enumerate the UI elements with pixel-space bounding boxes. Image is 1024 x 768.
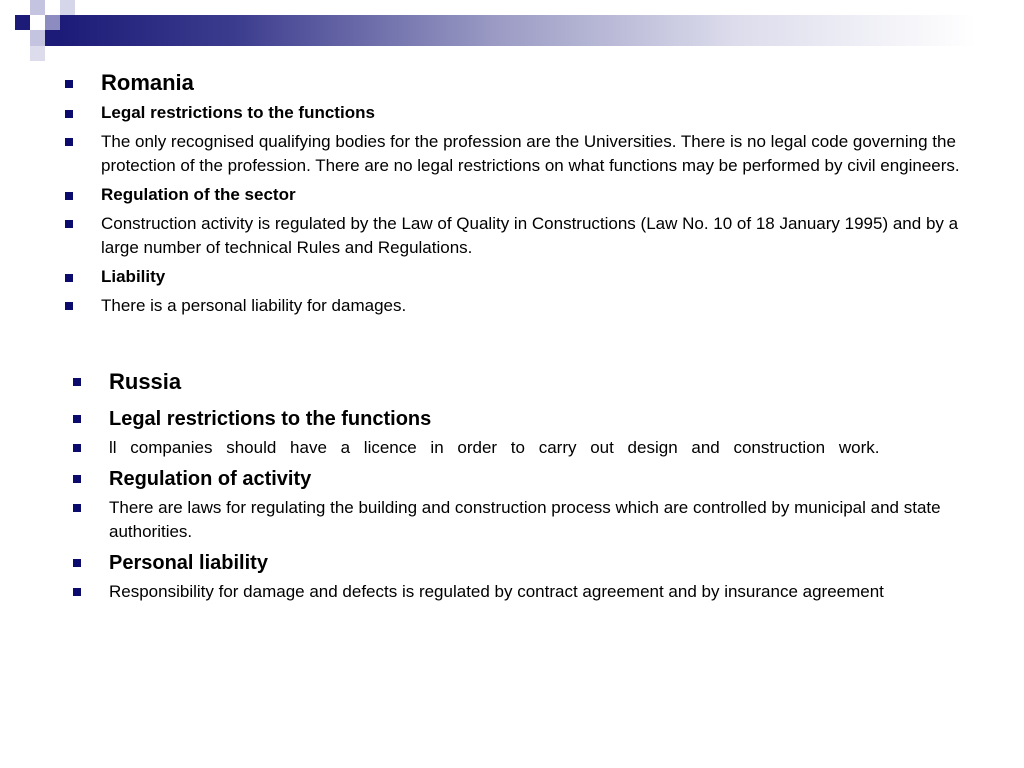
section-title-item (101, 70, 981, 96)
subheading: Legal restrictions to the functions (101, 103, 375, 122)
square-bullet-icon (73, 378, 81, 386)
body-text: Construction activity is regulated by the Law of Quality in Constructions (Law No. 10 of 18 January 1995) and by a large number of technical Rules and Regulations. (101, 214, 959, 257)
list-item (109, 496, 979, 544)
square-bullet-icon (73, 504, 81, 512)
decor-square (15, 15, 30, 30)
list-item (109, 580, 979, 604)
square-bullet-icon (73, 475, 81, 483)
russia-section (109, 368, 979, 610)
body-text: There is a personal liability for damages. (101, 296, 407, 315)
decor-square (30, 46, 45, 61)
square-bullet-icon (65, 110, 73, 118)
square-bullet-icon (73, 415, 81, 423)
list-item (101, 102, 981, 124)
body-text: The only recognised qualifying bodies for the profession are the Universities. There is no legal code governing the protection of the profession. There are no legal restrictions on what functions may be performed by civil engineers. (101, 132, 960, 175)
subheading: Legal restrictions to the functions (109, 408, 432, 430)
list-item (101, 212, 981, 260)
square-bullet-icon (73, 444, 81, 452)
square-bullet-icon (73, 588, 81, 596)
decor-square (30, 0, 45, 15)
subheading: Regulation of activity (109, 468, 312, 490)
square-bullet-icon (65, 192, 73, 200)
square-bullet-icon (65, 220, 73, 228)
list-item (109, 436, 979, 460)
decor-square (60, 0, 75, 15)
subheading: Liability (101, 267, 166, 286)
square-bullet-icon (65, 80, 73, 88)
romania-section (101, 70, 981, 324)
square-bullet-icon (65, 274, 73, 282)
list-item (109, 406, 979, 432)
list-item (101, 294, 981, 318)
list-item (109, 550, 979, 576)
section-title-item (109, 368, 979, 396)
section-title: Russia (109, 369, 182, 394)
body-text: There are laws for regulating the building and construction process which are controlled by municipal and state authorities. (109, 498, 941, 541)
decor-square (30, 30, 45, 46)
list-item (101, 266, 981, 288)
body-text: ll companies should have a licence in order to carry out design and construction work. (109, 438, 880, 457)
subheading: Regulation of the sector (101, 185, 296, 204)
list-item (101, 130, 981, 178)
square-bullet-icon (73, 559, 81, 567)
decor-square (45, 15, 60, 30)
decor-square (45, 30, 60, 46)
list-item (109, 466, 979, 492)
square-bullet-icon (65, 138, 73, 146)
list-item (101, 184, 981, 206)
body-text: Responsibility for damage and defects is regulated by contract agreement and by insurance agreement (109, 582, 884, 601)
square-bullet-icon (65, 302, 73, 310)
section-title: Romania (101, 70, 194, 95)
subheading: Personal liability (109, 552, 268, 574)
header-gradient-bar (60, 15, 1024, 46)
